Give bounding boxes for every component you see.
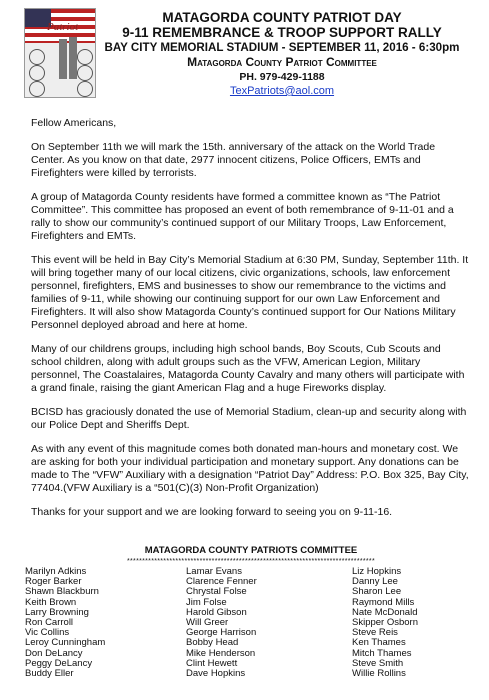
member-name: Leroy Cunningham bbox=[25, 637, 106, 649]
member-name: Roger Barker bbox=[25, 576, 82, 588]
email-link[interactable]: TexPatriots@aol.com bbox=[229, 85, 335, 97]
member-name: Willie Rollins bbox=[352, 668, 406, 680]
seal-icon bbox=[29, 65, 45, 81]
paragraph-anniversary: On September 11th we will mark the 15th. anniversary of the attack on the World Trade Center. As you know on that date, 2977 innocent citizens, Police Officers, EMTs and Firefighters were killed by terrorists. bbox=[31, 141, 436, 179]
member-name: Clarence Fenner bbox=[186, 576, 257, 588]
member-column-3 bbox=[352, 567, 418, 679]
paragraph-bcisd: BCISD has graciously donated the use of Memorial Stadium, clean-up and security along with our Police Dept and Sheriffs Dept. bbox=[31, 406, 467, 431]
member-name: Chrystal Folse bbox=[186, 586, 247, 598]
paragraph-donations: As with any event of this magnitude comes both donated man-hours and monetary cost. We are asking for both your individual participation and monetary support. Any donations can be made to The “VFW” Auxiliary with a designation “Patriot Day” Address: P.O. Box 325, Bay City, 77404.(VFW Auxiliary is a “501(C)(3) Non-Profit Organization) bbox=[31, 443, 469, 494]
member-name: Peggy DeLancy bbox=[25, 657, 93, 669]
member-name: Mike Henderson bbox=[186, 647, 256, 659]
committee-roster bbox=[25, 545, 471, 680]
salutation: Fellow Americans, bbox=[31, 117, 117, 129]
member-name: Lamar Evans bbox=[186, 566, 242, 577]
member-name: Don DeLancy bbox=[25, 647, 83, 659]
member-name: Skipper Osborn bbox=[352, 617, 419, 629]
committee-title: MATAGORDA COUNTY PATRIOTS COMMITTEE bbox=[144, 545, 358, 556]
star-divider: ********************************************************************************** bbox=[127, 558, 375, 565]
member-name: Clint Hewett bbox=[186, 657, 238, 669]
member-name: Bobby Head bbox=[186, 637, 239, 649]
patriot-day-logo bbox=[24, 8, 96, 98]
member-name: Sharon Lee bbox=[352, 586, 402, 598]
member-name: Marilyn Adkins bbox=[25, 566, 87, 577]
seal-icon bbox=[77, 81, 93, 97]
member-name: Larry Browning bbox=[25, 606, 89, 618]
event-venue-date: BAY CITY MEMORIAL STADIUM - SEPTEMBER 11, 2016 - 6:30pm bbox=[104, 41, 460, 54]
member-name: George Harrison bbox=[186, 627, 257, 639]
letterhead bbox=[98, 10, 466, 98]
member-column-1 bbox=[25, 567, 105, 679]
member-column-2 bbox=[186, 567, 257, 679]
member-name: Raymond Mills bbox=[352, 596, 415, 608]
member-name: Dave Hopkins bbox=[186, 668, 246, 680]
member-name: Shawn Blackburn bbox=[25, 586, 99, 598]
member-name: Mitch Thames bbox=[352, 647, 412, 659]
seal-icon bbox=[77, 65, 93, 81]
member-name: Harold Gibson bbox=[186, 606, 247, 618]
paragraph-thanks: Thanks for your support and we are looking forward to seeing you on 9-11-16. bbox=[31, 506, 393, 518]
member-name: Liz Hopkins bbox=[352, 566, 402, 577]
member-name: Steve Smith bbox=[352, 657, 404, 669]
seal-icon bbox=[29, 49, 45, 65]
seal-icon bbox=[29, 81, 45, 97]
logo-word: Patriot bbox=[47, 21, 79, 33]
event-subtitle: 9-11 REMEMBRANCE & TROOP SUPPORT RALLY bbox=[122, 25, 442, 40]
member-name: Ken Thames bbox=[352, 637, 406, 649]
paragraph-groups: Many of our childrens groups, including high school bands, Boy Scouts, Cub Scouts and school children, along with adult groups such as the VFW, American Legion, Military personnel, The Coastalaires, Matagorda County Cavalry and many others will participate with a grand finale, raising the giant American Flag and a huge Fireworks display. bbox=[31, 343, 465, 394]
towers-graphic bbox=[57, 35, 79, 79]
phone-number: PH. 979-429-1188 bbox=[239, 71, 325, 83]
event-title: MATAGORDA COUNTY PATRIOT DAY bbox=[162, 10, 402, 25]
member-name: Buddy Eller bbox=[25, 668, 74, 680]
paragraph-event: This event will be held in Bay City’s Memorial Stadium at 6:30 PM, Sunday, September 11th. It will bring together many of our local citizens, civic organizations, schools, law enforcement personnel, firefighters, EMS and businesses to show our remembrance to the victims and families of 9-11, while showing our continuing support for our own Law Enforcement and Firefighters. It will also show Matagorda County’s continued support for Our Nations Military Personnel deployed abroad and here at home. bbox=[31, 254, 469, 331]
member-name: Vic Collins bbox=[25, 627, 70, 639]
paragraph-committee: A group of Matagorda County residents have formed a committee known as “The Patriot Committee”. This committee has proposed an event of both remembrance of 9-11-01 and a rally to show our community’s continued support of our Military Troops, Law Enforcement, Firefighters and EMTs. bbox=[31, 191, 454, 242]
member-name: Keith Brown bbox=[25, 596, 77, 608]
member-name: Steve Reis bbox=[352, 627, 398, 639]
seal-icon bbox=[77, 49, 93, 65]
member-name: Nate McDonald bbox=[352, 606, 418, 618]
letter-body bbox=[31, 117, 471, 530]
committee-name: Matagorda County Patriot Committee bbox=[187, 55, 377, 69]
member-name: Ron Carroll bbox=[25, 617, 74, 629]
member-name: Will Greer bbox=[186, 617, 229, 629]
member-name: Jim Folse bbox=[186, 596, 227, 608]
member-name: Danny Lee bbox=[352, 576, 398, 588]
